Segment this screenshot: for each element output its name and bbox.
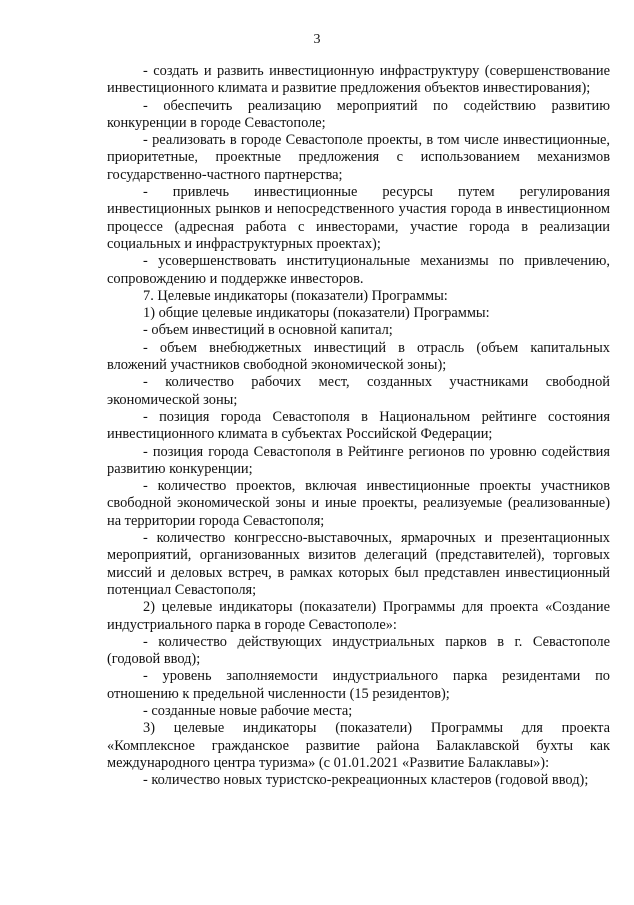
paragraph: - позиция города Севастополя в Рейтинге регионов по уровню содействия развитию конкуренции; (107, 443, 610, 477)
section-heading: 7. Целевые индикаторы (показатели) Программы: (143, 287, 448, 304)
paragraph: - создать и развить инвестиционную инфраструктуру (совершенствование инвестиционного климата и развитие предложения объектов инвестирования); (107, 63, 610, 97)
paragraph: - объем внебюджетных инвестиций в отрасль (объем капитальных вложений участников свободной экономической зоны); (107, 339, 610, 374)
paragraph: - количество конгрессно-выставочных, ярмарочных и презентационных мероприятий, организованных визитов делегаций (представителей), торговых миссий и деловых встреч, в рамках которых был представлен инвестиционный потенциал Севастополя; (107, 530, 610, 598)
subsection-heading: 3) целевые индикаторы (показатели) Программы для проекта «Комплексное гражданское развитие района Балаклавской бухты как международного центра туризма» (с 01.01.2021 «Развитие Балаклавы»): (107, 720, 610, 771)
paragraph: - реализовать в городе Севастополе проекты, в том числе инвестиционные, приоритетные, проектные предложения с использованием механизмов государственно-частного партнерства; (107, 132, 610, 183)
paragraph: - количество новых туристско-рекреационных кластеров (годовой ввод); (143, 772, 589, 789)
paragraph: - созданные новые рабочие места; (143, 702, 353, 719)
paragraph: - количество действующих индустриальных парков в г. Севастополе (годовой ввод); (107, 633, 610, 668)
page-number: 3 (313, 32, 321, 47)
subsection-heading: 2) целевые индикаторы (показатели) Программы для проекта «Создание индустриального парка в городе Севастополе»: (107, 599, 610, 633)
subsection-heading: 1) общие целевые индикаторы (показатели) Программы: (143, 305, 490, 322)
paragraph: - усовершенствовать институциональные механизмы по привлечению, сопровождению и поддержке инвесторов. (107, 253, 610, 287)
paragraph: - позиция города Севастополя в Национальном рейтинге состояния инвестиционного климата в субъектах Российской Федерации; (107, 408, 610, 443)
paragraph: - уровень заполняемости индустриального парка резидентами по отношению к предельной численности (15 резидентов); (107, 668, 610, 702)
paragraph: - количество проектов, включая инвестиционные проекты участников свободной экономической зоны и иные проекты, реализуемые (реализованные) на территории города Севастополя; (107, 478, 610, 529)
paragraph: - обеспечить реализацию мероприятий по содействию развитию конкуренции в городе Севастополе; (107, 97, 610, 131)
paragraph: - привлечь инвестиционные ресурсы путем регулирования инвестиционных рынков и непосредственного участия города в инвестиционном процессе (адресная работа с инвесторами, участие города в реализации социальных и инфраструктурных проектах); (107, 184, 610, 252)
paragraph: - объем инвестиций в основной капитал; (143, 322, 393, 339)
paragraph: - количество рабочих мест, созданных участниками свободной экономической зоны; (107, 374, 610, 408)
document-body (107, 63, 610, 789)
